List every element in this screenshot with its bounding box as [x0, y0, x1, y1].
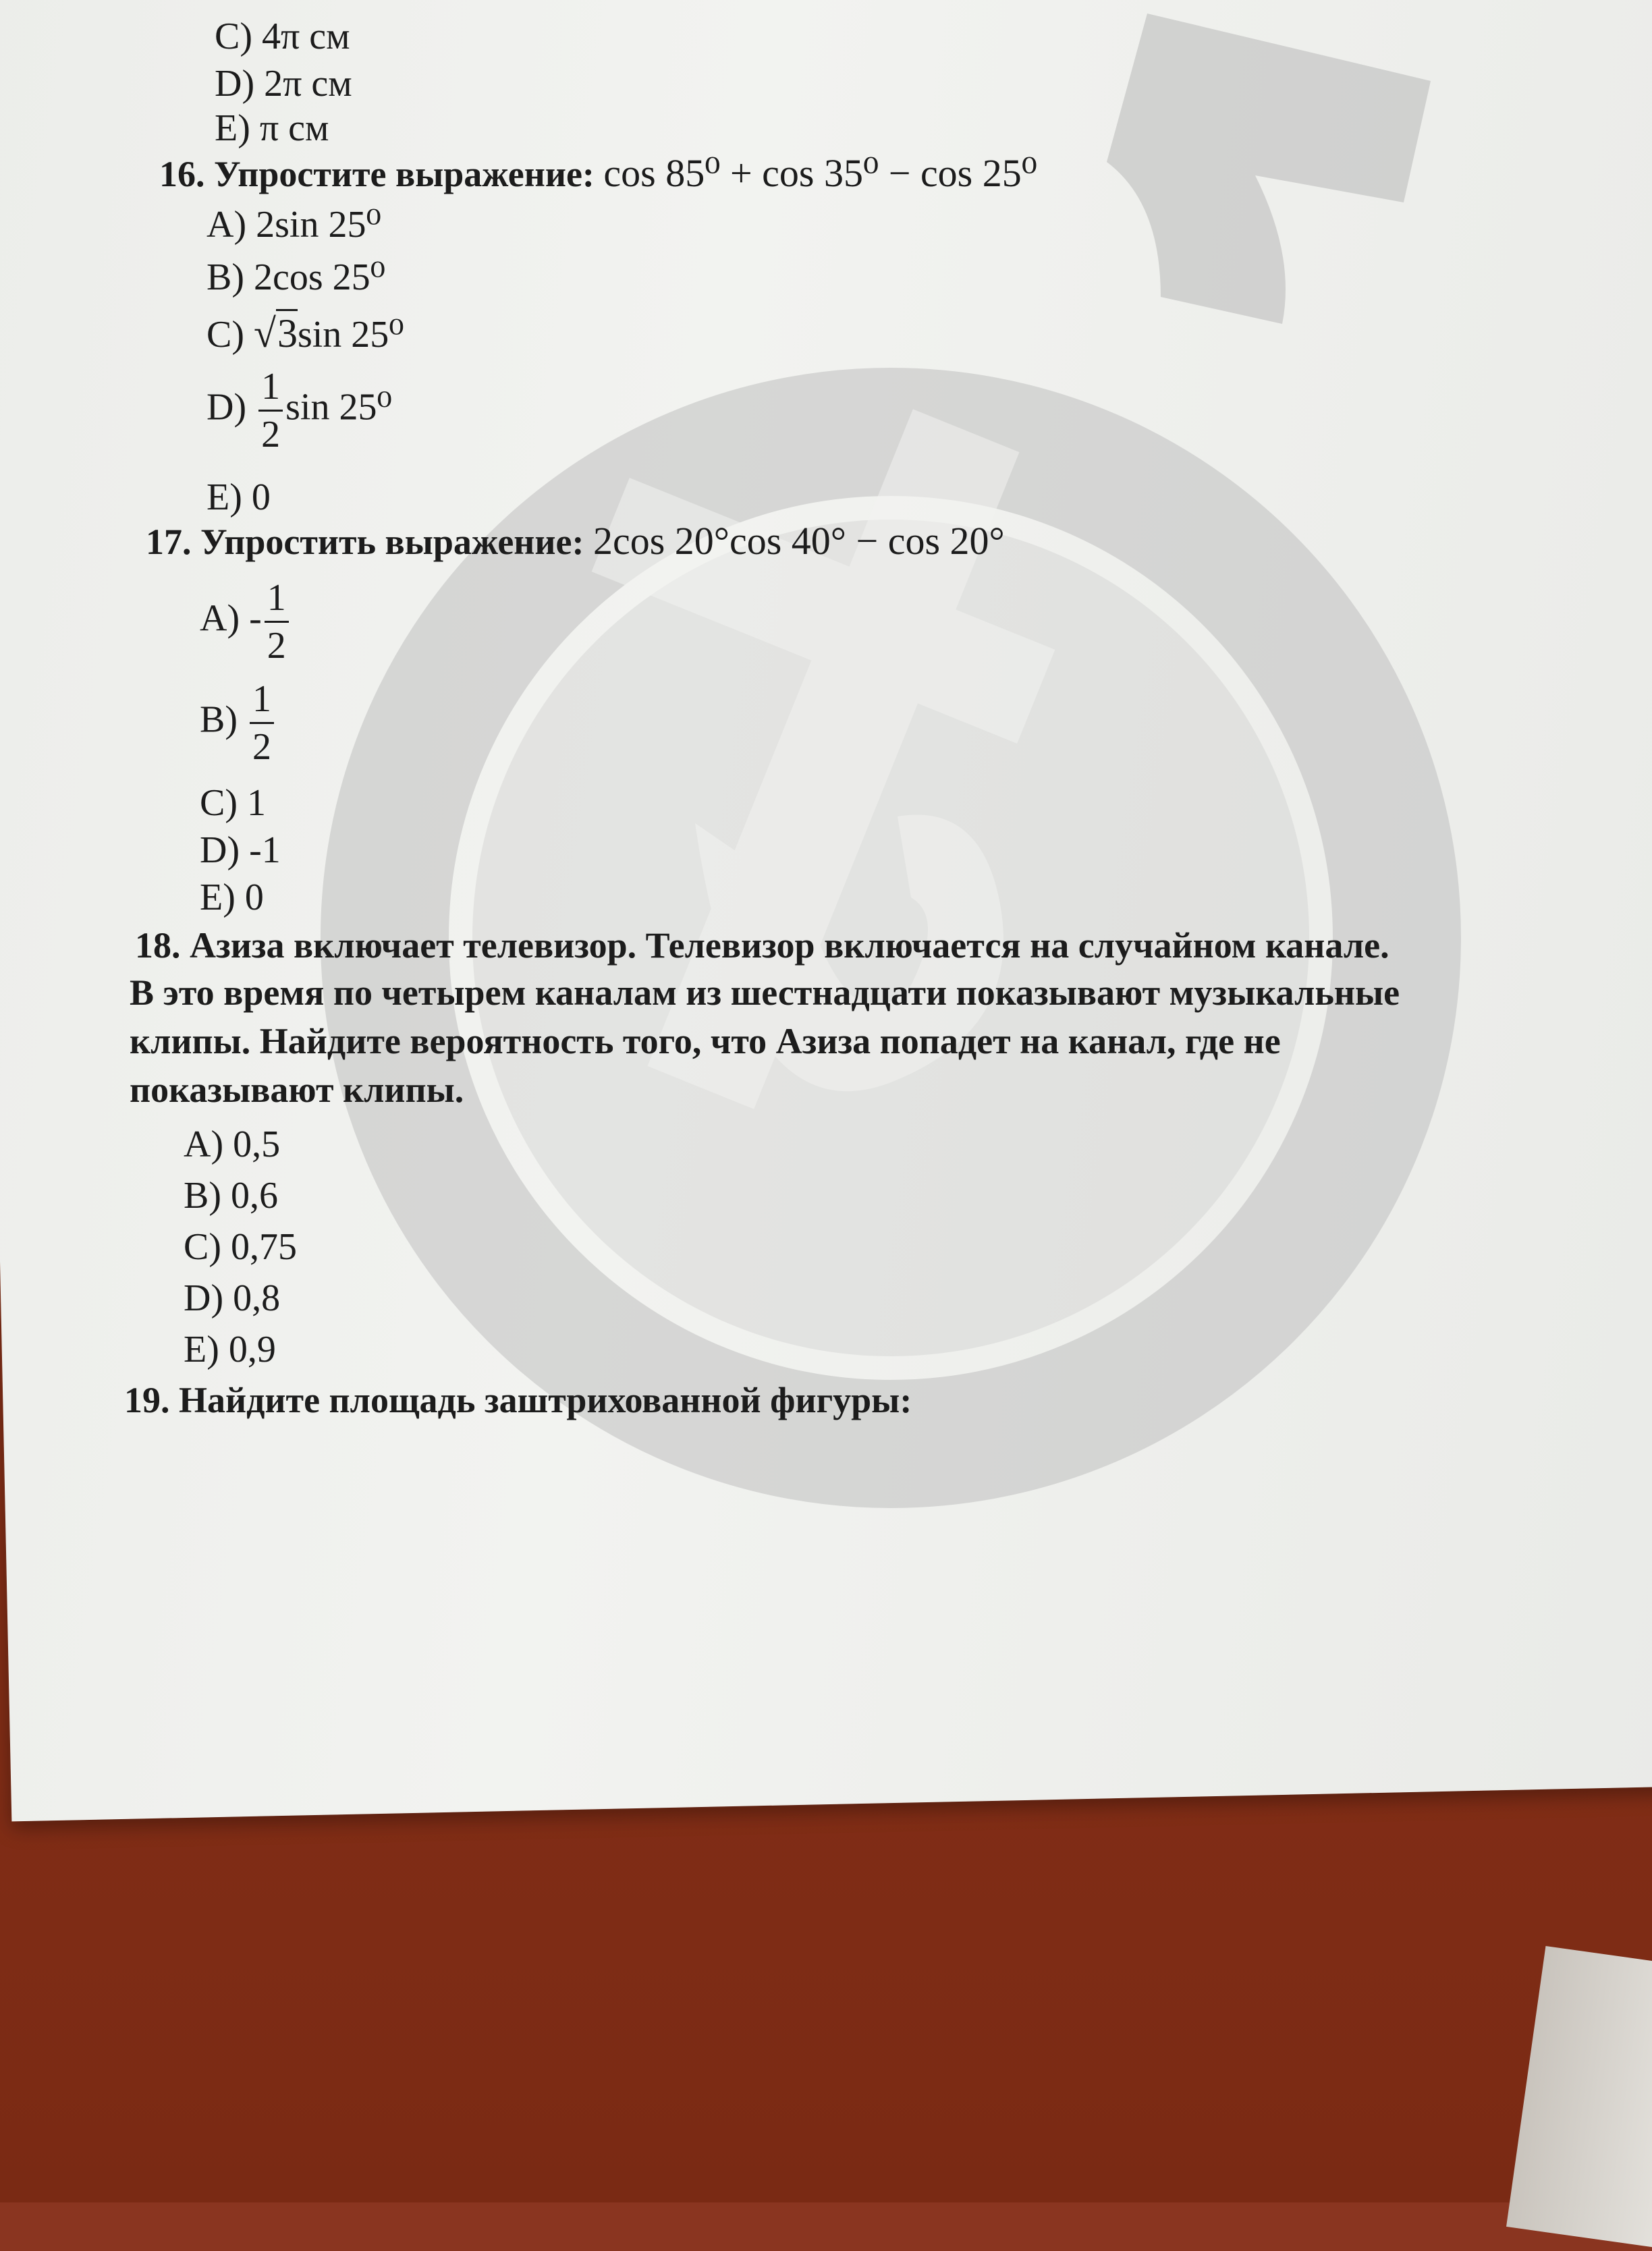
- q17-option-e: E) 0: [200, 877, 264, 918]
- question-16: [159, 150, 1037, 196]
- fraction: $\frac{1}{2}$: [265, 579, 289, 665]
- fraction: $\frac{1}{2}$: [250, 680, 274, 766]
- question-expression: cos 85⁰ + cos 35⁰ − cos 25⁰: [603, 151, 1038, 195]
- q18-option-d: D) 0,8: [184, 1277, 281, 1319]
- q17-option-b: B) $\frac{1}{2}$: [200, 680, 277, 766]
- q16-option-a: A) 2sin 25⁰: [206, 204, 381, 246]
- question-18-line-1: 18. Азиза включает телевизор. Телевизор включается на случайном канале.: [135, 925, 1389, 966]
- prev-option-d: D) 2π см: [215, 63, 352, 105]
- q17-option-c: C) 1: [200, 782, 266, 824]
- question-19: [124, 1379, 912, 1421]
- fraction: $\frac{1}{2}$: [258, 368, 283, 453]
- question-18-line-3: клипы. Найдите вероятность того, что Азиза попадет на канал, где не: [130, 1021, 1281, 1061]
- q17-option-d: D) -1: [200, 829, 281, 871]
- question-number: 18.: [135, 925, 181, 966]
- question-prompt: Найдите площадь заштрихованной фигуры:: [179, 1380, 912, 1420]
- q16-option-e: E) 0: [206, 476, 271, 518]
- question-number: 17.: [146, 522, 192, 562]
- prev-option-e: E) π см: [215, 107, 329, 149]
- q16-option-b: B) 2cos 25⁰: [206, 256, 386, 298]
- question-18-line-2: В это время по четырем каналам из шестнадцати показывают музыкальные: [130, 972, 1400, 1013]
- prev-option-c: C) 4π см: [215, 16, 350, 57]
- question-prompt: Упростить выражение:: [200, 522, 584, 562]
- q17-option-a: A) - $\frac{1}{2}$: [200, 579, 292, 665]
- q18-option-e: E) 0,9: [184, 1329, 276, 1370]
- q18-option-b: B) 0,6: [184, 1175, 278, 1217]
- question-18-line-4: показывают клипы.: [130, 1069, 464, 1110]
- sqrt-sign: √3: [254, 309, 298, 356]
- q18-option-a: A) 0,5: [184, 1123, 281, 1165]
- question-number: 19.: [124, 1380, 170, 1420]
- question-expression: 2cos 20°cos 40° − cos 20°: [593, 519, 1005, 563]
- q16-option-d: D) $\frac{1}{2}$ sin 25⁰: [206, 366, 392, 455]
- question-number: 16.: [159, 154, 205, 194]
- q16-option-c: C) √3sin 25⁰: [206, 310, 404, 357]
- question-17: [146, 518, 1005, 563]
- q18-option-c: C) 0,75: [184, 1226, 297, 1268]
- question-prompt: Упростите выражение:: [214, 154, 595, 194]
